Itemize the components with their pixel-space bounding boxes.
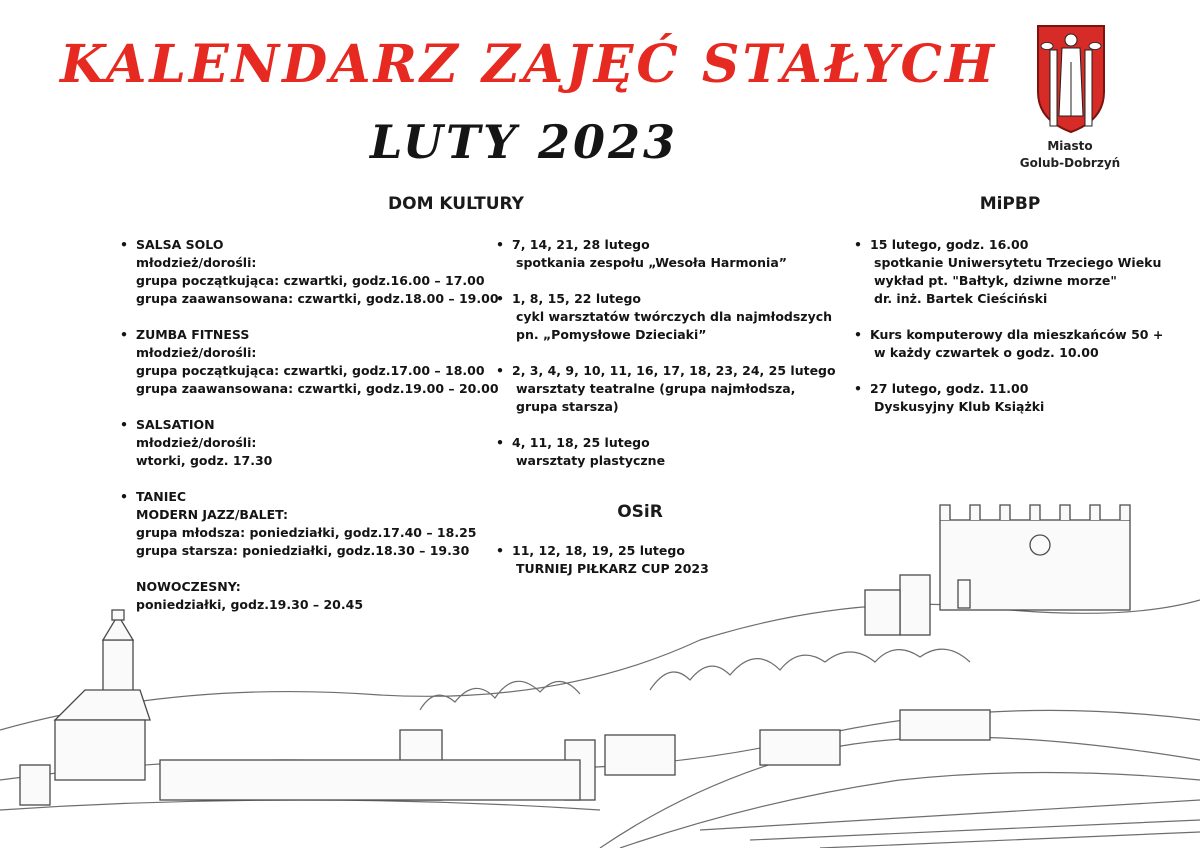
event-dates: • 7, 14, 21, 28 lutego (512, 237, 650, 252)
crest-caption-line2: Golub-Dobrzyń (1019, 156, 1121, 170)
activity-time: wtorki, godz. 17.30 (136, 453, 273, 468)
activity-audience: młodzież/dorośli: (136, 435, 257, 450)
page-title: KALENDARZ ZAJĘĆ STAŁYCH (60, 34, 997, 95)
event-dates: • 4, 11, 18, 25 lutego (512, 435, 650, 450)
activity-audience: młodzież/dorośli: (136, 255, 257, 270)
dom-kultury-column-left (118, 236, 499, 632)
list-item (118, 236, 499, 308)
activity-title: • ZUMBA FITNESS (136, 327, 250, 342)
list-item (118, 416, 488, 470)
activity-title: • TANIEC (136, 489, 187, 504)
activity-title: • SALSA SOLO (136, 237, 224, 252)
event-dates: • 1, 8, 15, 22 lutego (512, 291, 642, 306)
list-item (494, 290, 834, 344)
event-title: • Kurs komputerowy dla mieszkańców 50 + (870, 327, 1164, 342)
mipbp-heading: MiPBP (979, 194, 1041, 214)
list-item (118, 326, 499, 398)
activity-time: grupa początkująca: czwartki, godz.16.00 – 17.00 (136, 273, 485, 288)
activity-subtitle: NOWOCZESNY: (136, 579, 241, 594)
activity-time: grupa starsza: poniedziałki, godz.18.30 – 19.30 (136, 543, 470, 558)
activity-time: grupa początkująca: czwartki, godz.17.00 – 18.00 (136, 363, 485, 378)
osir-column (494, 542, 794, 596)
event-description: grupa starsza) (516, 399, 619, 414)
page-subtitle: LUTY 2023 (370, 115, 679, 169)
event-description: spotkania zespołu „Wesoła Harmonia” (516, 255, 787, 270)
activity-time: grupa zaawansowana: czwartki, godz.18.00 – 19.00 (136, 291, 499, 306)
event-description: TURNIEJ PIŁKARZ CUP 2023 (516, 561, 709, 576)
list-item (118, 488, 488, 614)
event-dates: • 2, 3, 4, 9, 10, 11, 16, 17, 18, 23, 24, 25 lutego (512, 363, 836, 378)
list-item (494, 362, 834, 416)
crest-caption (1010, 138, 1130, 172)
event-dates: • 11, 12, 18, 19, 25 lutego (512, 543, 685, 558)
dom-kultury-heading: DOM KULTURY (388, 194, 524, 214)
coat-of-arms-icon (1036, 24, 1106, 134)
mipbp-column (852, 236, 1182, 434)
list-item (494, 542, 794, 578)
crest-caption-line1: Miasto (1047, 139, 1093, 153)
event-dates: • 15 lutego, godz. 16.00 (870, 237, 1029, 252)
list-item (852, 380, 1182, 416)
event-description: warsztaty teatralne (grupa najmłodsza, (516, 381, 796, 396)
list-item (494, 236, 834, 272)
event-description: dr. inż. Bartek Cieściński (874, 291, 1048, 306)
osir-heading: OSiR (617, 502, 663, 522)
activity-time: grupa młodsza: poniedziałki, godz.17.40 – 18.25 (136, 525, 477, 540)
activity-subtitle: MODERN JAZZ/BALET: (136, 507, 288, 522)
dom-kultury-column-right (494, 236, 834, 488)
event-description: spotkanie Uniwersytetu Trzeciego Wieku (874, 255, 1162, 270)
event-description: w każdy czwartek o godz. 10.00 (874, 345, 1099, 360)
event-description: warsztaty plastyczne (516, 453, 666, 468)
activity-time: poniedziałki, godz.19.30 – 20.45 (136, 597, 364, 612)
event-description: pn. „Pomysłowe Dzieciaki” (516, 327, 707, 342)
activity-audience: młodzież/dorośli: (136, 345, 257, 360)
event-description: Dyskusyjny Klub Książki (874, 399, 1045, 414)
activity-time: grupa zaawansowana: czwartki, godz.19.00 – 20.00 (136, 381, 499, 396)
list-item (494, 434, 834, 470)
event-description: cykl warsztatów twórczych dla najmłodszych (516, 309, 833, 324)
activity-title: • SALSATION (136, 417, 215, 432)
list-item (852, 236, 1182, 308)
list-item (852, 326, 1182, 362)
event-description: wykład pt. "Bałtyk, dziwne morze" (874, 273, 1117, 288)
event-dates: • 27 lutego, godz. 11.00 (870, 381, 1029, 396)
